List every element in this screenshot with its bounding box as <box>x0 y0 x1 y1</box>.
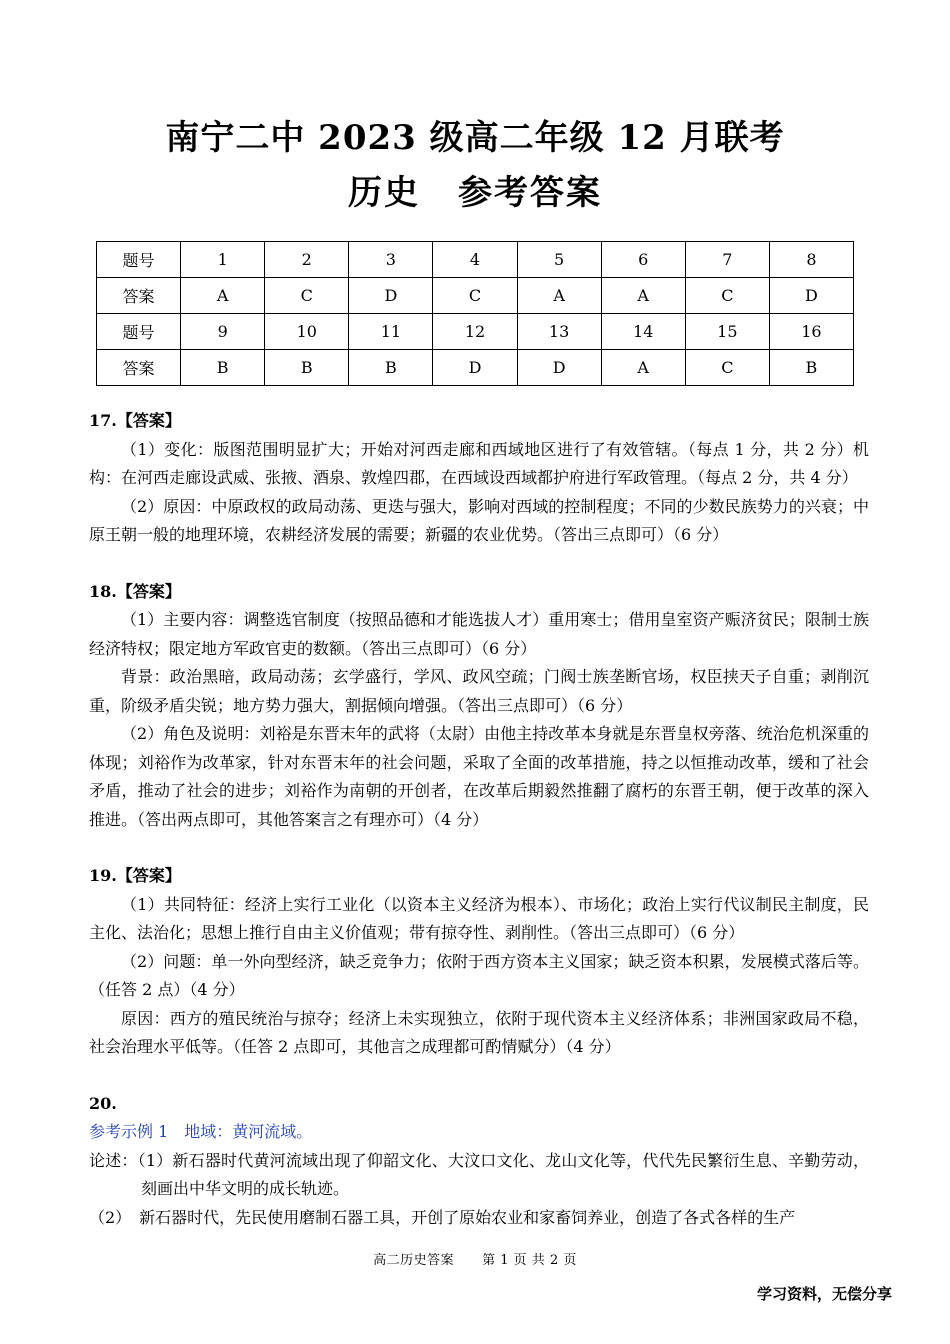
q20-example: 参考示例 1 地域：黄河流域。 <box>89 1122 313 1141</box>
subject-label: 历史 <box>348 173 420 213</box>
q18-heading: 18.【答案】 <box>89 581 181 601</box>
table-cell: 8 <box>769 242 853 278</box>
table-cell: 1 <box>181 242 265 278</box>
table-cell: C <box>685 278 769 314</box>
table-cell: 6 <box>601 242 685 278</box>
q17-part2: （2）原因：中原政权的政局动荡、更迭与强大，影响对西域的控制程度；不同的少数民族势力的兴衰；中原王朝一般的地理环境，农耕经济发展的需要；新疆的农业优势。（答出三点即可）（6 分） <box>89 496 869 544</box>
table-cell: 3 <box>349 242 433 278</box>
table-cell: 11 <box>349 314 433 350</box>
table-cell: B <box>769 350 853 386</box>
table-cell: B <box>265 350 349 386</box>
share-note: 学习资料，无偿分享 <box>756 1285 892 1303</box>
table-cell: D <box>433 350 517 386</box>
table-cell: C <box>433 278 517 314</box>
table-cell: B <box>349 350 433 386</box>
table-cell: 13 <box>517 314 601 350</box>
answer-content <box>89 407 869 1232</box>
q19-part2: （2）问题：单一外向型经济，缺乏竞争力；依附于西方资本主义国家；缺乏资本积累，发展模式落后等。（任答 2 点）（4 分） <box>89 951 869 999</box>
q17-part1: （1）变化：版图范围明显扩大；开始对河西走廊和西域地区进行了有效管辖。（每点 1 分，共 2 分）机构：在河西走廊设武威、张掖、酒泉、敦煌四郡，在西域设西域都护府进行军政管理。（每点 2 分，共 4 分） <box>89 439 869 487</box>
answer-table <box>96 241 854 386</box>
table-cell: D <box>349 278 433 314</box>
q17-heading: 17.【答案】 <box>89 411 181 430</box>
table-cell: 7 <box>685 242 769 278</box>
q20-argument-1: 论述：（1）新石器时代黄河流域出现了仰韶文化、大汶口文化、龙山文化等，代代先民繁衍生息、辛勤劳动，刻画出中华文明的成长轨迹。 <box>89 1150 869 1198</box>
table-row-header: 题号 <box>97 242 181 278</box>
table-row <box>97 314 854 350</box>
q19-part1: （1）共同特征：经济上实行工业化（以资本主义经济为根本）、市场化；政治上实行代议制民主制度，民主化、法治化；思想上推行自由主义价值观；带有掠夺性、剥削性。（答出三点即可）（6 分） <box>89 894 869 942</box>
table-cell: C <box>685 350 769 386</box>
q18-part2: （2）角色及说明：刘裕是东晋末年的武将（太尉）由他主持改革本身就是东晋皇权旁落、统治危机深重的体现；刘裕作为改革家，针对东晋末年的社会问题，采取了全面的改革措施，持之以恒推动改革，缓和了社会矛盾，推动了社会的进步；刘裕作为南朝的开创者，在改革后期毅然推翻了腐朽的东晋王朝，便于改革的深入推进。（答出两点即可，其他答案言之有理亦可）（4 分） <box>89 724 869 829</box>
table-cell: 15 <box>685 314 769 350</box>
table-row-header: 题号 <box>97 314 181 350</box>
q20-argument-2: （2） 新石器时代，先民使用磨制石器工具，开创了原始农业和家畜饲养业，创造了各式各样的生产 <box>89 1207 796 1227</box>
table-cell: A <box>517 278 601 314</box>
q20-heading: 20. <box>89 1093 117 1113</box>
table-row <box>97 278 854 314</box>
table-row-header: 答案 <box>97 278 181 314</box>
q18-background: 背景：政治黑暗，政局动荡；玄学盛行，学风、政风空疏；门阀士族垄断官场，权臣挟天子自重；剥削沉重，阶级矛盾尖锐；地方势力强大，割据倾向增强。（答出三点即可）（6 分） <box>89 667 869 715</box>
table-cell: A <box>601 278 685 314</box>
q19-heading: 19.【答案】 <box>89 866 181 885</box>
table-cell: B <box>181 350 265 386</box>
table-row-header: 答案 <box>97 350 181 386</box>
answer-label: 参考答案 <box>458 173 602 213</box>
table-cell: 10 <box>265 314 349 350</box>
table-cell: 5 <box>517 242 601 278</box>
table-row <box>97 242 854 278</box>
page-footer <box>0 1249 950 1268</box>
exam-title: 南宁二中 2023 级高二年级 12 月联考 <box>165 118 785 158</box>
table-cell: A <box>181 278 265 314</box>
table-cell: C <box>265 278 349 314</box>
table-cell: 16 <box>769 314 853 350</box>
table-cell: 9 <box>181 314 265 350</box>
footer-doc-name: 高二历史答案 <box>373 1253 455 1268</box>
table-cell: 2 <box>265 242 349 278</box>
table-cell: A <box>601 350 685 386</box>
subject-title <box>0 165 950 214</box>
q19-reason: 原因：西方的殖民统治与掠夺；经济上未实现独立，依附于现代资本主义经济体系；非洲国家政局不稳，社会治理水平低等。（任答 2 点即可，其他言之成理都可酌情赋分）（4 分） <box>89 1008 869 1056</box>
table-cell: 4 <box>433 242 517 278</box>
table-cell: D <box>769 278 853 314</box>
table-cell: 12 <box>433 314 517 350</box>
q18-part1: （1）主要内容：调整选官制度（按照品德和才能选拔人才）重用寒士；借用皇室资产赈济贫民；限制士族经济特权；限定地方军政官吏的数额。（答出三点即可）（6 分） <box>89 610 869 658</box>
table-cell: D <box>517 350 601 386</box>
table-row <box>97 350 854 386</box>
page-number: 第 1 页 共 2 页 <box>482 1253 577 1268</box>
table-cell: 14 <box>601 314 685 350</box>
